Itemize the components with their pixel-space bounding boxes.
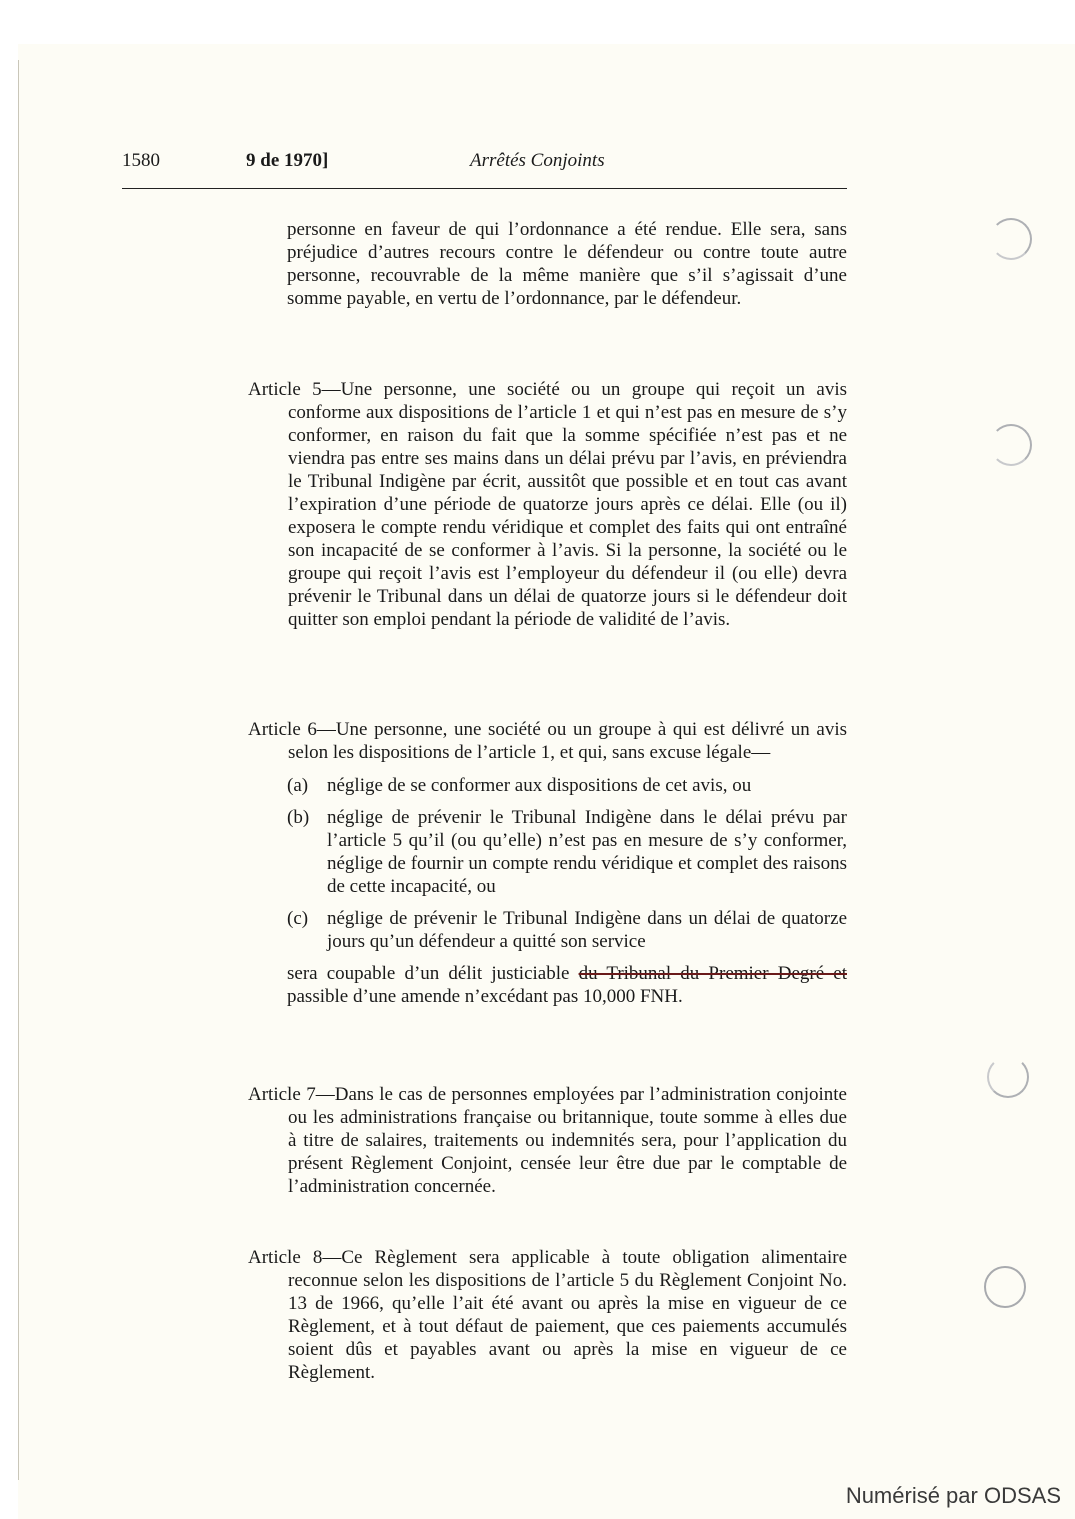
binder-hole	[990, 424, 1032, 466]
item-label: (a)	[287, 775, 309, 796]
running-header	[122, 150, 847, 178]
article-6-penalty	[287, 962, 847, 1008]
struck-text: du Tribunal du Premier Degré et	[578, 963, 847, 984]
item-text: néglige de prévenir le Tribunal Indigène dans un délai de quatorze jours qu’un défendeur a quitté son service	[327, 908, 847, 952]
page-number: 1580	[122, 150, 160, 171]
item-text: néglige de se conformer aux dispositions de cet avis, ou	[327, 775, 752, 796]
continuation-text: personne en faveur de qui l’ordonnance a été rendue. Elle sera, sans préjudice d’autres recours contre le défendeur ou contre toute autre personne, recouvrable de la même manière que s’il s’agissait d’une somme payable, en vertu de l’ordonnance, par le défendeur.	[287, 219, 847, 309]
binder-hole	[987, 1056, 1029, 1098]
running-title: Arrêtés Conjoints	[470, 150, 605, 171]
issue-reference: 9 de 1970]	[246, 150, 329, 171]
list-item	[287, 907, 847, 953]
continuation-paragraph	[287, 218, 847, 310]
digitization-credit: Numérisé par ODSAS	[845, 1483, 1061, 1508]
item-label: (c)	[287, 908, 309, 929]
article-8	[248, 1246, 847, 1384]
article-6-items	[287, 774, 847, 1008]
penalty-text-end: passible d’une amende n’excédant pas 10,000 FNH.	[287, 986, 683, 1007]
article-7	[248, 1083, 847, 1198]
article-5	[248, 378, 847, 631]
article-5-text: Article 5—Une personne, une société ou un groupe qui reçoit un avis conforme aux dispositions de l’article 1 et qui n’est pas en mesure de s’y conformer, en raison du fait que la somme spécifiée n’est pas et ne viendra pas entre ses mains dans un délai prévu par l’avis, en préviendra le Tribunal Indigène par écrit, aussitôt que possible et en tout cas avant l’expiration d’une période de quatorze jours après ce délai. Elle (ou il) exposera le compte rendu véridique et complet des faits qui ont entraîné son incapacité de se conformer à l’avis. Si la personne, la société ou le groupe qui reçoit l’avis est l’employeur du défendeur il (ou elle) devra prévenir le Tribunal dans un délai de quatorze jours si le défendeur doit quitter son emploi pendant la période de validité de l’avis.	[248, 379, 847, 630]
article-6	[248, 718, 847, 1008]
header-rule	[122, 188, 847, 189]
binder-hole	[990, 218, 1032, 260]
item-text: néglige de prévenir le Tribunal Indigène dans le délai prévu par l’article 5 qu’il (ou qu’elle) n’est pas en mesure de s’y conformer, néglige de fournir un compte rendu véridique et complet des raisons de cette incapacité, ou	[327, 807, 847, 897]
binder-hole	[984, 1266, 1026, 1308]
article-6-intro: Article 6—Une personne, une société ou un groupe à qui est délivré un avis selon les dispositions de l’article 1, et qui, sans excuse légale—	[248, 719, 847, 763]
list-item	[287, 774, 847, 797]
page-edge	[18, 60, 19, 1480]
article-8-text: Article 8—Ce Règlement sera applicable à toute obligation alimentaire reconnue selon les dispositions de l’article 5 du Règlement Conjoint No. 13 de 1966, qu’elle l’ait été avant ou après la mise en vigueur de ce Règlement, et à tout défaut de paiement, que ces paiements accumulés soient dûs et payables avant ou après la mise en vigueur de ce Règlement.	[248, 1247, 847, 1383]
penalty-text-start: sera coupable d’un délit justiciable	[287, 963, 579, 984]
list-item	[287, 806, 847, 898]
item-label: (b)	[287, 807, 310, 828]
article-7-text: Article 7—Dans le cas de personnes employées par l’administration conjointe ou les administrations française ou britannique, toute somme à elles due à titre de salaires, traitements ou indemnités sera, pour l’application du présent Règlement Conjoint, censée leur être due par le comptable de l’administration concernée.	[248, 1084, 847, 1197]
